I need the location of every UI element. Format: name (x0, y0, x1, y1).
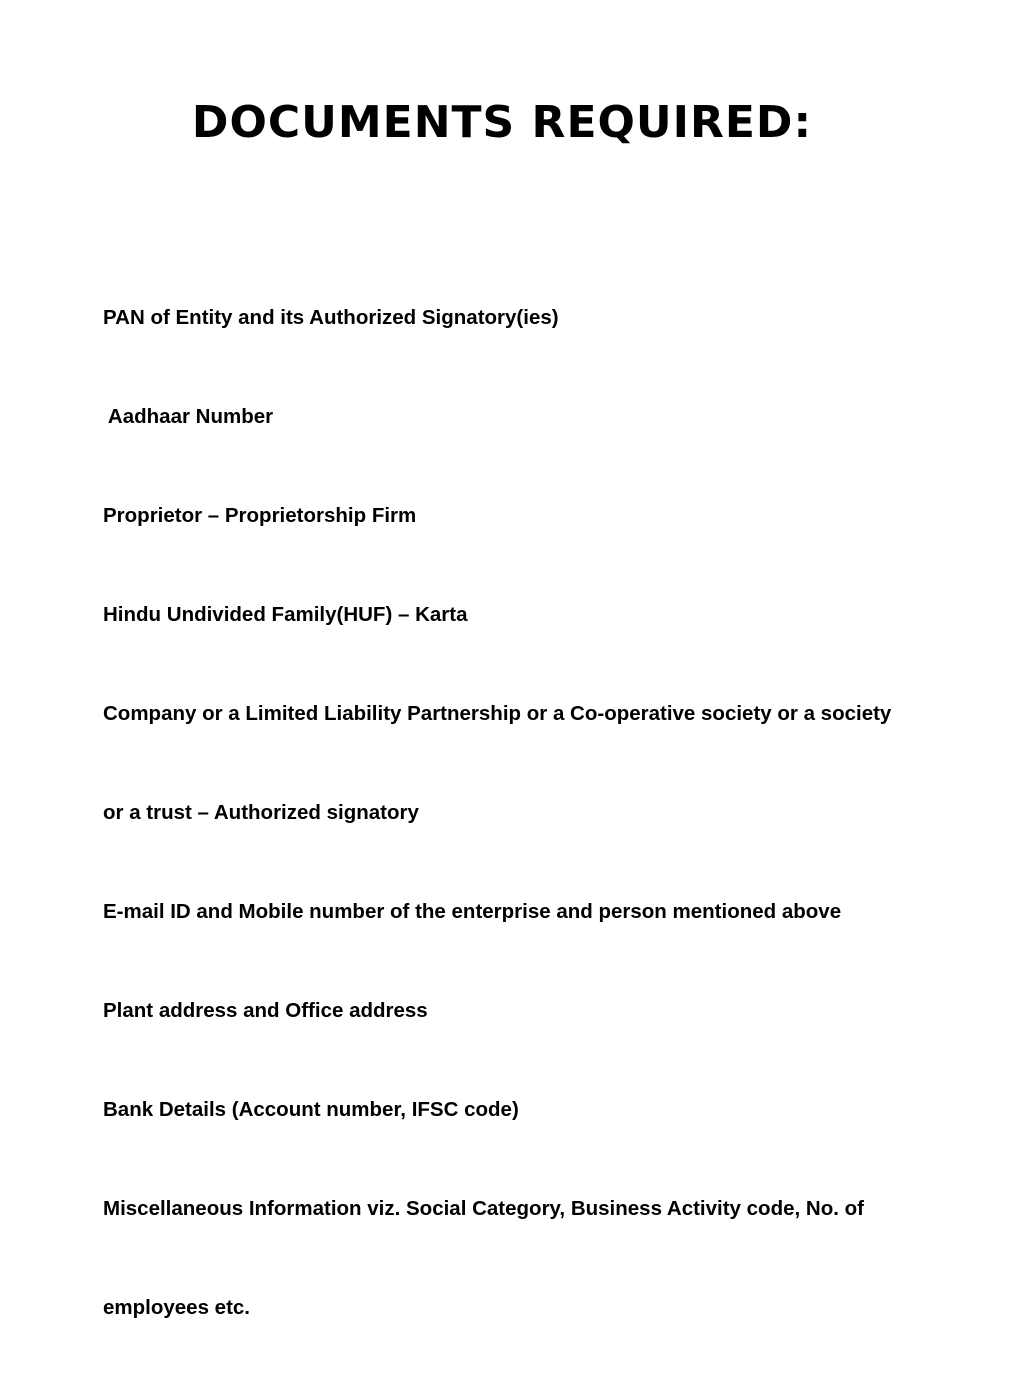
list-line: Miscellaneous Information viz. Social Category, Business Activity code, No. of (103, 1197, 864, 1220)
list-line: Hindu Undivided Family(HUF) – Karta (103, 603, 468, 626)
list-line: employees etc. (103, 1296, 250, 1319)
list-line: PAN of Entity and its Authorized Signatory(ies) (103, 306, 559, 329)
list-line: Proprietor – Proprietorship Firm (103, 504, 417, 527)
list-line: Plant address and Office address (103, 999, 428, 1022)
documents-list (103, 235, 1003, 1390)
list-line: E-mail ID and Mobile number of the enterprise and person mentioned above (103, 900, 842, 923)
list-line: Company or a Limited Liability Partnership or a Co-operative society or a society (103, 702, 892, 725)
list-line: Aadhaar Number (103, 405, 274, 428)
page-title: DOCUMENTS REQUIRED: (191, 97, 813, 148)
list-line: Bank Details (Account number, IFSC code) (103, 1098, 519, 1121)
list-line: or a trust – Authorized signatory (103, 801, 419, 824)
